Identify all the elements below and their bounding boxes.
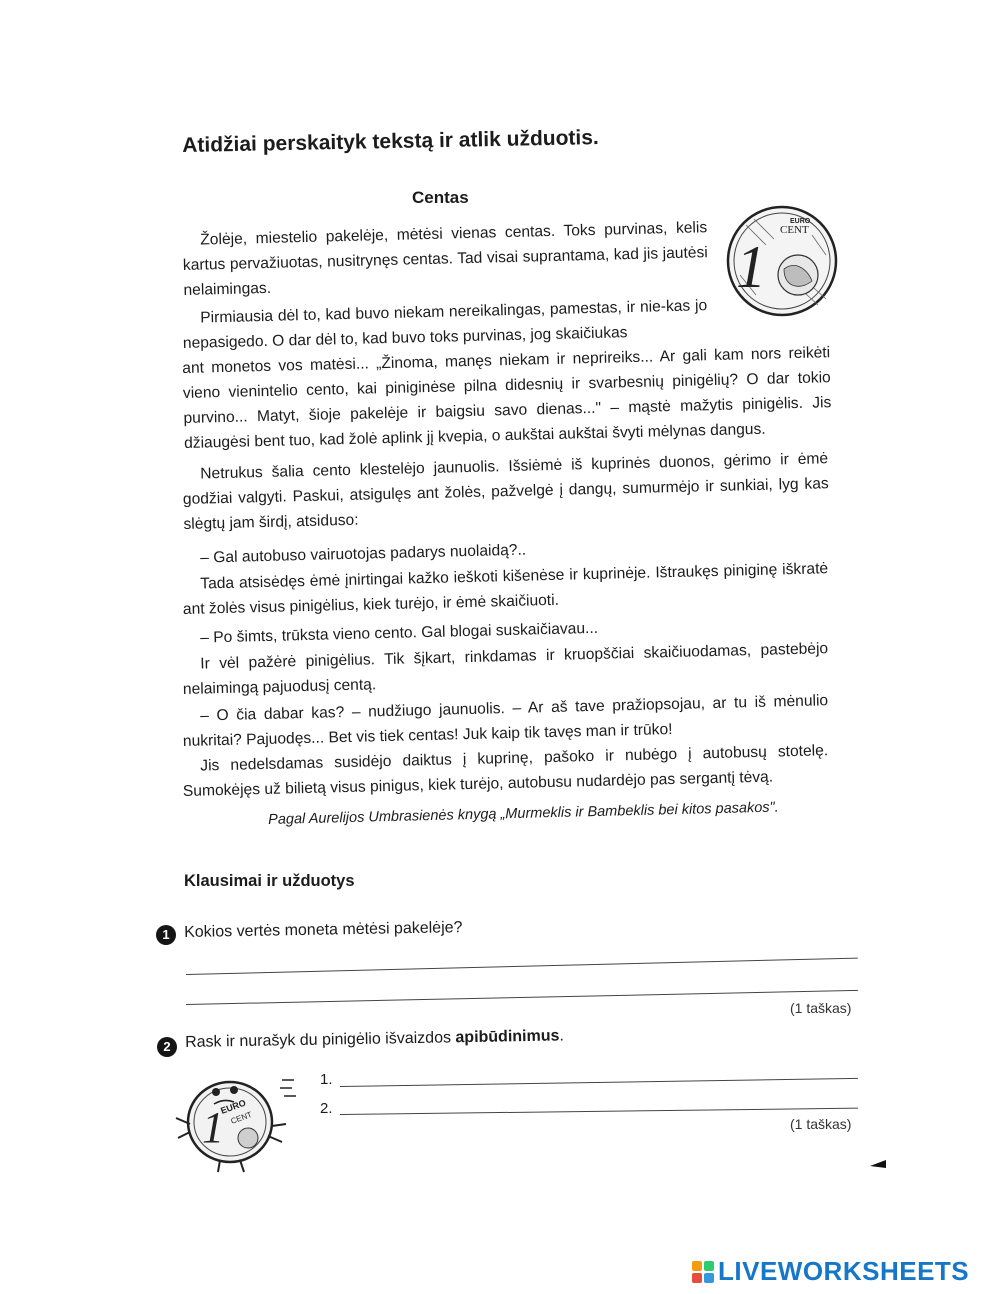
liveworksheets-brand bbox=[692, 1256, 969, 1287]
svg-text:EURO: EURO bbox=[219, 1097, 248, 1116]
story-paragraph-4: Tada atsisėdęs ėmė įnirtingai kažko ieškoti kišenėse ir kuprinėje. Ištraukęs piniginę iškratė ant žolės visus pinigėlius, kiek turėjo, ir ėmė skaičiuoti. bbox=[182, 560, 829, 618]
sad-coin-cartoon bbox=[168, 1062, 300, 1174]
svg-text:1: 1 bbox=[202, 1103, 224, 1152]
coin-euro-label: EURO bbox=[790, 218, 811, 225]
story-paragraph-3: Netrukus šalia cento klestelėjo jaunuolis. Išsiėmė iš kuprinės duonos, gėrimo ir ėmė godžiai valgyti. Paskui, atsigulęs ant žolės, pažvelgė į dangų, sumurmėjo ir sunkiai, lyg kas slėgtų jam širdį, atsiduso: bbox=[182, 450, 829, 533]
question-2-text-end: . bbox=[559, 1027, 565, 1045]
story-dialogue-3: – O čia dabar kas? – nudžiugo jaunuolis. – Ar aš tave pražiopsojau, ar tu iš mėnulio nukritai? Pajuodęs... Bet vis tiek centas! Juk kaip tik tavęs man ir trūko! bbox=[182, 692, 829, 750]
question-2-answer-line-2[interactable] bbox=[340, 1108, 858, 1115]
question-2-number: 2 bbox=[157, 1037, 177, 1057]
question-2-text bbox=[185, 1027, 564, 1052]
story-paragraph-5: Ir vėl pažėrė pinigėlius. Tik šįkart, rinkdamas ir kruopščiai skaičiuodamas, pastebėjo nelaimingą pajuodusį centą. bbox=[182, 640, 829, 698]
page-corner-arrow-icon bbox=[870, 1160, 886, 1168]
question-2-points: (1 taškas) bbox=[790, 1116, 852, 1132]
question-2-item-2-label: 2. bbox=[320, 1100, 333, 1117]
story-paragraph-2-end: ant monetos vos matėsi... „Žinoma, manęs niekam ir neprireiks... Ar gali kam nors reikėti vieno vienintelio cento, kai piniginėse pilna didesnių ir svarbesnių pinigėlių? O dar tokio purvino... Matyt, šioje pakelėje ir baigsiu savo dienas..." – mąstė mažytis pinigėlis. Jis džiaugėsi bent tuo, kad žolė aplink jį kvepia, o aukštai aukštai švyti mėlynas dangus. bbox=[182, 344, 832, 452]
cent-coin-illustration bbox=[726, 205, 838, 317]
story-paragraph-6: Jis nedelsdamas susidėjo daiktus į kuprinę, pašoko ir nubėgo į autobusų stotelę. Sumokėjęs už bilietą visus pinigus, kiek turėjo, autobusu nudardėjo pas sergantį tėvą. bbox=[182, 742, 829, 800]
story-paragraph-2-start: Pirmiausia dėl to, kad buvo niekam nereikalingas, pamestas, ir nie-kas jo nepasigedo. O dar dėl to, kad buvo toks purvinas, jog skaičiukas bbox=[182, 297, 708, 352]
question-1-answer-line-1[interactable] bbox=[186, 958, 858, 975]
coin-cent-label: CENT bbox=[780, 224, 809, 236]
questions-title: Klausimai ir užduotys bbox=[184, 872, 355, 890]
question-2-item-1-label: 1. bbox=[320, 1071, 333, 1088]
liveworksheets-wordmark: LIVEWORKSHEETS bbox=[718, 1256, 970, 1286]
story-source: Pagal Aurelijos Umbrasienės knygą „Murmeklis ir Bambeklis bei kitos pasakos". bbox=[268, 799, 779, 828]
question-2-text-start: Rask ir nurašyk du pinigėlio išvaizdos bbox=[185, 1029, 456, 1051]
question-1-answer-line-2[interactable] bbox=[186, 990, 858, 1005]
story-paragraph-1: Žolėje, miestelio pakelėje, mėtėsi vienas centas. Toks purvinas, kelis kartus pervažiuotas, nusitrynęs centas. Tad visai suprantama, kad jis jautėsi nelaimingas. bbox=[182, 219, 708, 299]
story-dialogue-2: – Po šimts, trūksta vieno cento. Gal blogai suskaičiavau... bbox=[200, 619, 599, 647]
question-2-text-bold: apibūdinimus bbox=[455, 1027, 560, 1047]
svg-text:CENT: CENT bbox=[229, 1109, 254, 1126]
question-1-points: (1 taškas) bbox=[790, 1000, 852, 1016]
instruction-heading: Atidžiai perskaityk tekstą ir atlik užduotis. bbox=[182, 126, 600, 157]
coin-value: 1 bbox=[736, 234, 766, 300]
question-1-text: Kokios vertės moneta mėtėsi pakelėje? bbox=[184, 919, 463, 941]
question-1-number: 1 bbox=[156, 925, 176, 945]
question-2-answer-line-1[interactable] bbox=[340, 1078, 858, 1087]
story-title: Centas bbox=[412, 188, 469, 207]
story-dialogue-1: – Gal autobuso vairuotojas padarys nuolaidą?.. bbox=[200, 541, 527, 567]
liveworksheets-logo-icon bbox=[692, 1261, 714, 1283]
